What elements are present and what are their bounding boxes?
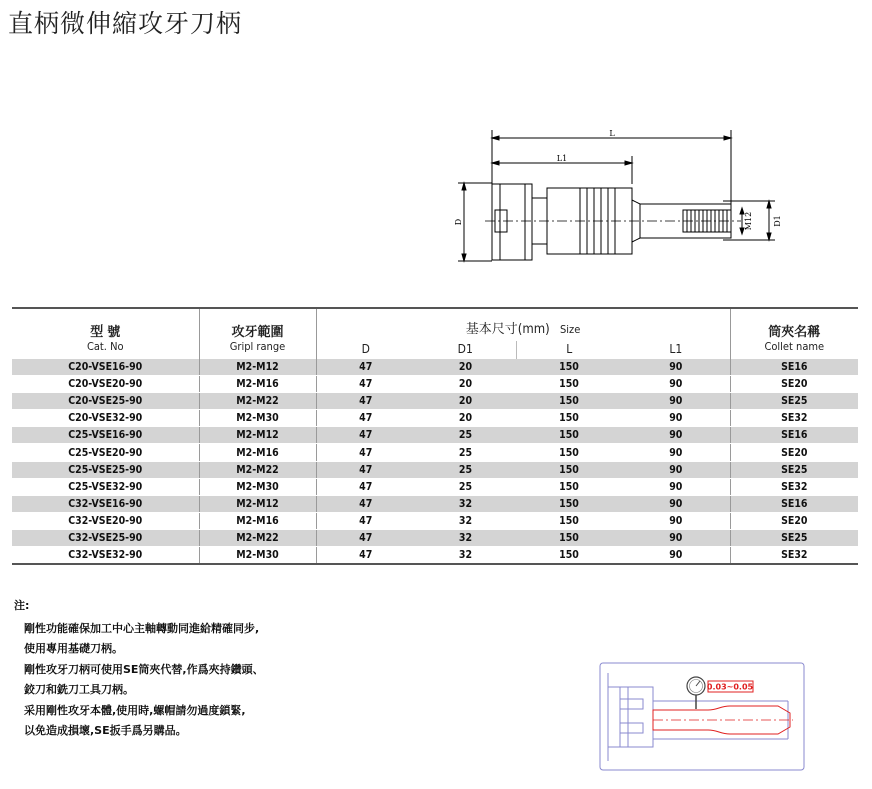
cell-grip: M2-M22 xyxy=(199,393,316,410)
header-size-cn: 基本尺寸(mm) xyxy=(465,322,550,337)
runout-inset-drawing xyxy=(598,661,808,773)
cell-collet: SE20 xyxy=(730,512,858,529)
cell-collet: SE20 xyxy=(730,444,858,461)
cell-cat: C32-VSE25-90 xyxy=(12,529,199,546)
cell-l: 150 xyxy=(516,376,622,393)
tap-holder-drawing xyxy=(455,128,785,273)
cell-d1: 25 xyxy=(415,461,516,478)
cell-grip: M2-M30 xyxy=(199,478,316,495)
header-l1: L1 xyxy=(669,342,683,356)
cell-grip: M2-M22 xyxy=(199,461,316,478)
cell-d1: 20 xyxy=(415,393,516,410)
note-line: 采用剛性攻牙本體,使用時,螺帽請勿過度鎖緊, xyxy=(24,703,246,717)
cell-d: 47 xyxy=(316,444,415,461)
cell-l: 150 xyxy=(516,495,622,512)
cell-cat: C32-VSE20-90 xyxy=(12,512,199,529)
cell-l1: 90 xyxy=(622,410,730,427)
cell-d: 47 xyxy=(316,495,415,512)
cell-l1: 90 xyxy=(622,547,730,565)
cell-collet: SE32 xyxy=(730,410,858,427)
dim-label-L: L xyxy=(609,129,615,138)
cell-cat: C25-VSE16-90 xyxy=(12,427,199,444)
cell-collet: SE16 xyxy=(730,495,858,512)
cell-collet: SE20 xyxy=(730,376,858,393)
header-collet-cn: 筒夾名稱 xyxy=(768,325,821,340)
note-line: 剛性功能確保加工中心主軸轉動同進給精確同步, xyxy=(24,621,260,635)
note-line: 使用專用基礎刀柄。 xyxy=(24,642,123,655)
cell-cat: C20-VSE25-90 xyxy=(12,393,199,410)
cell-grip: M2-M16 xyxy=(199,376,316,393)
note-line: 以免造成損壞,SE扳手爲另購品。 xyxy=(24,724,187,737)
cell-d: 47 xyxy=(316,376,415,393)
table-row xyxy=(12,444,858,461)
cell-d: 47 xyxy=(316,359,415,376)
dim-label-D1: D1 xyxy=(773,215,782,227)
cell-d1: 20 xyxy=(415,376,516,393)
notes-section xyxy=(14,596,334,742)
dial-indicator-icon xyxy=(687,677,705,709)
cell-grip: M2-M30 xyxy=(199,547,316,565)
runout-tolerance: 0.03~0.05 xyxy=(706,682,754,692)
table-row xyxy=(12,512,858,529)
cell-l: 150 xyxy=(516,444,622,461)
cell-l1: 90 xyxy=(622,478,730,495)
cell-grip: M2-M12 xyxy=(199,359,316,376)
table-row xyxy=(12,427,858,444)
header-grip-en: Gripl range xyxy=(229,340,286,353)
cell-d1: 20 xyxy=(415,410,516,427)
table-row xyxy=(12,461,858,478)
table-row xyxy=(12,478,858,495)
header-d: D xyxy=(316,341,415,359)
cell-d: 47 xyxy=(316,547,415,565)
cell-cat: C25-VSE25-90 xyxy=(12,461,199,478)
cell-l1: 90 xyxy=(622,512,730,529)
cell-d1: 32 xyxy=(415,495,516,512)
dim-label-M12: M12 xyxy=(744,211,753,231)
cell-d1: 25 xyxy=(415,427,516,444)
cell-l: 150 xyxy=(516,393,622,410)
table-row xyxy=(12,529,858,546)
cell-l1: 90 xyxy=(622,444,730,461)
cell-cat: C20-VSE16-90 xyxy=(12,359,199,376)
header-grip-range xyxy=(199,308,316,359)
dim-label-D: D xyxy=(454,218,463,226)
spec-table xyxy=(12,307,858,565)
header-cat-no xyxy=(12,308,199,359)
cell-cat: C32-VSE16-90 xyxy=(12,495,199,512)
cell-collet: SE25 xyxy=(730,393,858,410)
cell-d1: 25 xyxy=(415,444,516,461)
header-grip-cn: 攻牙範圍 xyxy=(231,325,284,340)
header-collet xyxy=(730,308,858,359)
header-d1: D1 xyxy=(415,341,516,359)
cell-l1: 90 xyxy=(622,495,730,512)
cell-d: 47 xyxy=(316,461,415,478)
cell-cat: C25-VSE20-90 xyxy=(12,444,199,461)
cell-l1: 90 xyxy=(622,529,730,546)
header-collet-en: Collet name xyxy=(764,340,825,353)
cell-collet: SE16 xyxy=(730,359,858,376)
header-l: L xyxy=(566,342,573,356)
cell-l: 150 xyxy=(516,359,622,376)
cell-d: 47 xyxy=(316,512,415,529)
cell-grip: M2-M16 xyxy=(199,444,316,461)
cell-collet: SE16 xyxy=(730,427,858,444)
cell-l: 150 xyxy=(516,427,622,444)
cell-grip: M2-M30 xyxy=(199,410,316,427)
cell-cat: C25-VSE32-90 xyxy=(12,478,199,495)
cell-l1: 90 xyxy=(622,461,730,478)
cell-d1: 32 xyxy=(415,529,516,546)
cell-d: 47 xyxy=(316,427,415,444)
cell-d1: 32 xyxy=(415,547,516,565)
cell-cat: C20-VSE20-90 xyxy=(12,376,199,393)
cell-d: 47 xyxy=(316,393,415,410)
cell-collet: SE25 xyxy=(730,461,858,478)
table-row xyxy=(12,410,858,427)
note-line: 鉸刀和銑刀工具刀柄。 xyxy=(24,683,134,696)
cell-l: 150 xyxy=(516,512,622,529)
header-cat-cn: 型 號 xyxy=(90,325,121,340)
table-row xyxy=(12,495,858,512)
page-title: 直柄微伸縮攻牙刀柄 xyxy=(8,9,243,38)
header-size xyxy=(316,308,730,341)
cell-grip: M2-M12 xyxy=(199,495,316,512)
cell-l1: 90 xyxy=(622,393,730,410)
cell-l: 150 xyxy=(516,461,622,478)
cell-d1: 20 xyxy=(415,359,516,376)
table-row xyxy=(12,547,858,565)
dim-label-L1: L1 xyxy=(556,154,568,163)
table-row xyxy=(12,393,858,410)
cell-cat: C32-VSE32-90 xyxy=(12,547,199,565)
cell-d: 47 xyxy=(316,529,415,546)
header-cat-en: Cat. No xyxy=(86,340,124,353)
cell-l1: 90 xyxy=(622,427,730,444)
cell-l: 150 xyxy=(516,529,622,546)
cell-l: 150 xyxy=(516,478,622,495)
note-line: 剛性攻牙刀柄可使用SE筒夾代替,作爲夾持鑽頭、 xyxy=(24,662,264,676)
cell-collet: SE32 xyxy=(730,547,858,565)
cell-l1: 90 xyxy=(622,376,730,393)
cell-collet: SE32 xyxy=(730,478,858,495)
cell-grip: M2-M22 xyxy=(199,529,316,546)
cell-grip: M2-M16 xyxy=(199,512,316,529)
cell-l: 150 xyxy=(516,410,622,427)
table-row xyxy=(12,359,858,376)
cell-grip: M2-M12 xyxy=(199,427,316,444)
cell-d1: 32 xyxy=(415,512,516,529)
cell-l: 150 xyxy=(516,547,622,565)
table-row xyxy=(12,376,858,393)
cell-cat: C20-VSE32-90 xyxy=(12,410,199,427)
notes-heading: 注: xyxy=(14,599,30,612)
cell-d: 47 xyxy=(316,410,415,427)
header-size-en: Size xyxy=(559,323,581,336)
cell-d: 47 xyxy=(316,478,415,495)
cell-collet: SE25 xyxy=(730,529,858,546)
cell-l1: 90 xyxy=(622,359,730,376)
cell-d1: 25 xyxy=(415,478,516,495)
